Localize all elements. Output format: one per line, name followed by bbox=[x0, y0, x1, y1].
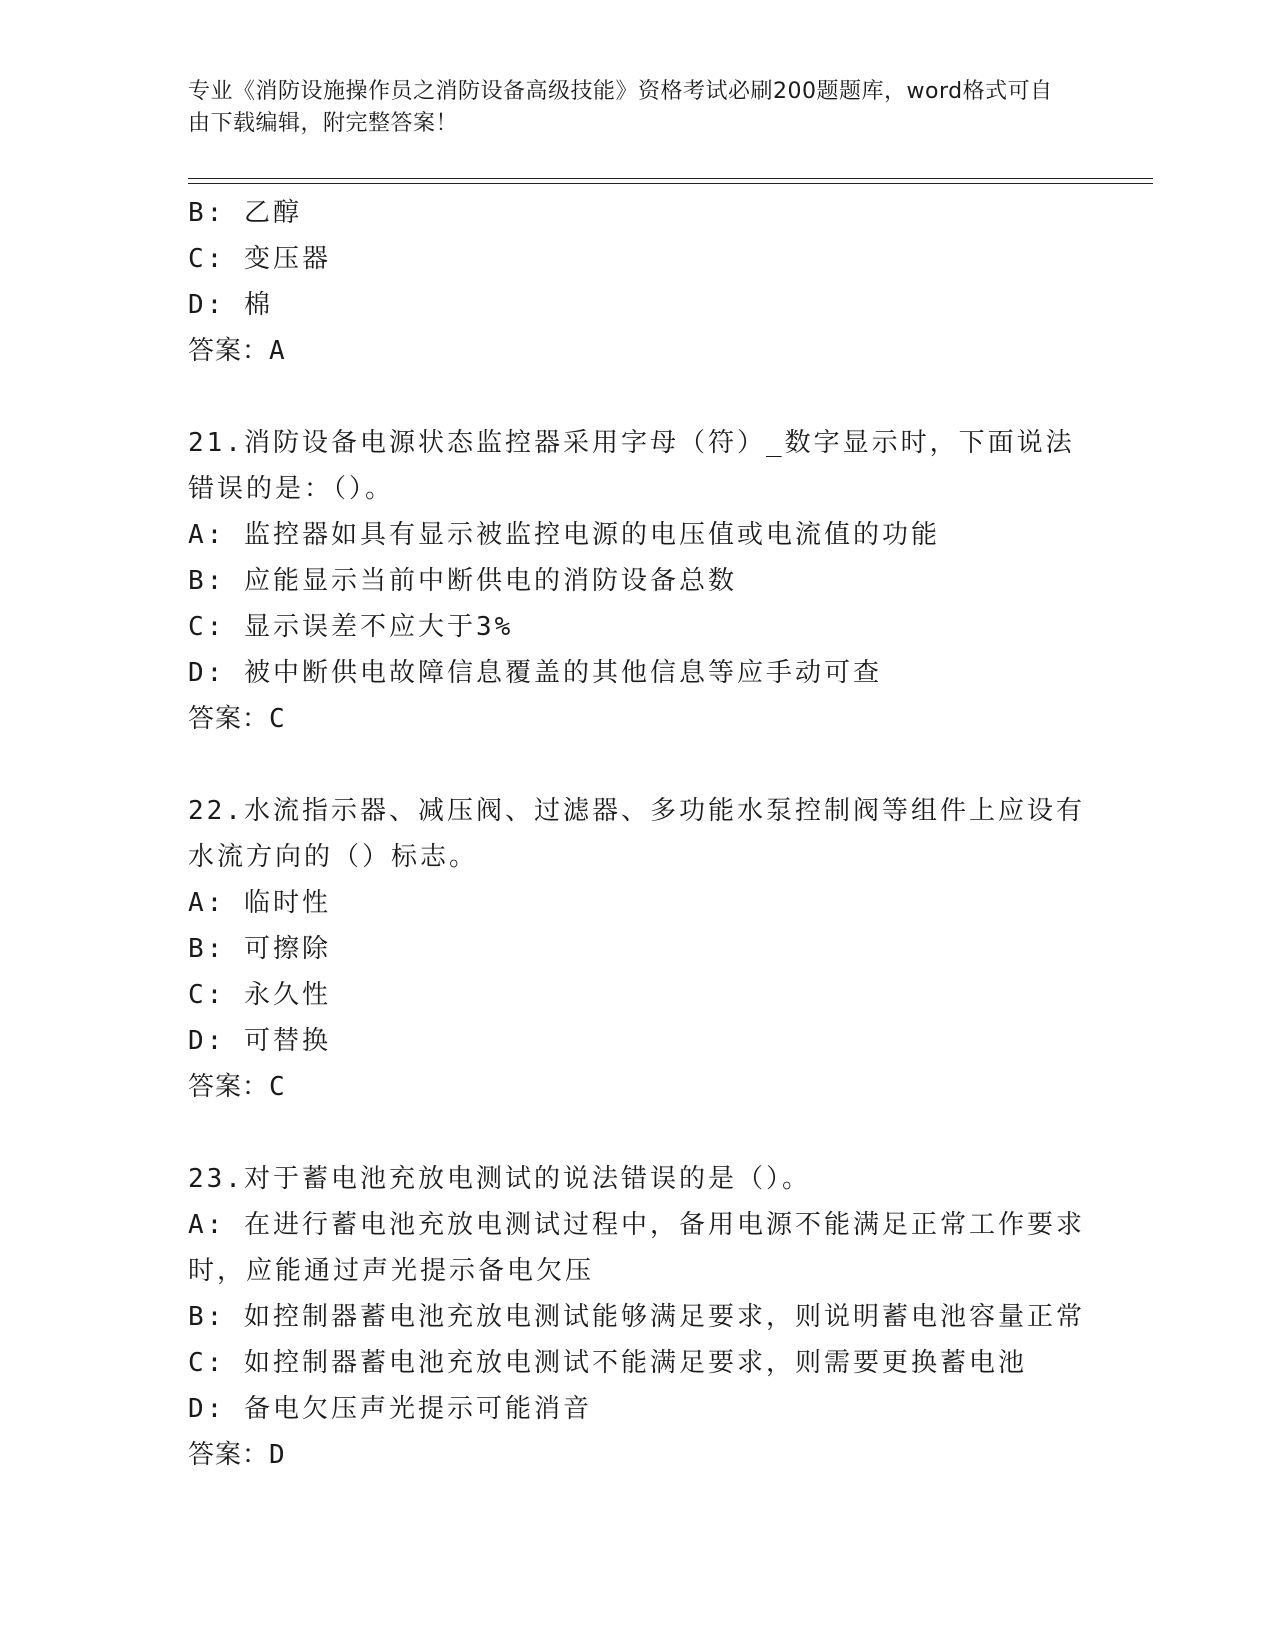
answer-line: 答案：C bbox=[188, 704, 286, 734]
question-number: 23. bbox=[188, 1164, 244, 1194]
question-block-prev bbox=[188, 190, 1088, 374]
option-b: B: 可擦除 bbox=[188, 934, 331, 964]
question-block-22 bbox=[188, 788, 1088, 1110]
question-text-continued: 水流方向的（）标志。 bbox=[188, 842, 479, 872]
question-text-continued: 错误的是：（）。 bbox=[188, 474, 395, 504]
option-a: A: 监控器如具有显示被监控电源的电压值或电流值的功能 bbox=[188, 520, 940, 550]
question-list bbox=[188, 190, 1088, 1478]
option-a: A: 临时性 bbox=[188, 888, 331, 918]
answer-line: 答案：A bbox=[188, 336, 286, 366]
header-divider-top bbox=[188, 178, 1153, 179]
option-a: A: 在进行蓄电池充放电测试过程中，备用电源不能满足正常工作要求 bbox=[188, 1210, 1085, 1240]
option-d: D: 备电欠压声光提示可能消音 bbox=[188, 1394, 592, 1424]
question-number: 22. bbox=[188, 796, 244, 826]
option-d: D: 可替换 bbox=[188, 1026, 331, 1056]
option-c: C: 永久性 bbox=[188, 980, 331, 1010]
option-c: C: 如控制器蓄电池充放电测试不能满足要求，则需要更换蓄电池 bbox=[188, 1348, 1027, 1378]
answer-line: 答案：D bbox=[188, 1440, 286, 1470]
option-c: C: 显示误差不应大于3% bbox=[188, 612, 514, 642]
option-a-continued: 时，应能通过声光提示备电欠压 bbox=[188, 1256, 595, 1286]
answer-value: C bbox=[269, 1072, 286, 1102]
option-b: B: 乙醇 bbox=[188, 198, 302, 228]
page-header bbox=[188, 76, 1068, 140]
option-b: B: 如控制器蓄电池充放电测试能够满足要求，则说明蓄电池容量正常 bbox=[188, 1302, 1085, 1332]
question-number: 21. bbox=[188, 428, 244, 458]
option-d: D: 被中断供电故障信息覆盖的其他信息等应手动可查 bbox=[188, 658, 882, 688]
answer-value: C bbox=[269, 704, 286, 734]
option-d: D: 棉 bbox=[188, 290, 273, 320]
option-b: B: 应能显示当前中断供电的消防设备总数 bbox=[188, 566, 737, 596]
answer-value: D bbox=[269, 1440, 286, 1470]
question-block-23 bbox=[188, 1156, 1088, 1478]
header-divider-bottom bbox=[188, 183, 1153, 184]
question-text: 22.水流指示器、减压阀、过滤器、多功能水泵控制阀等组件上应设有 bbox=[188, 796, 1085, 826]
answer-line: 答案：C bbox=[188, 1072, 286, 1102]
answer-value: A bbox=[269, 336, 286, 366]
question-block-21 bbox=[188, 420, 1088, 742]
header-text: 专业《消防设施操作员之消防设备高级技能》资格考试必刷200题题库，word格式可自由下载编辑，附完整答案！ bbox=[188, 79, 1053, 136]
question-text: 23.对于蓄电池充放电测试的说法错误的是（）。 bbox=[188, 1164, 811, 1194]
question-text: 21.消防设备电源状态监控器采用字母（符）_数字显示时，下面说法 bbox=[188, 428, 1075, 458]
option-c: C: 变压器 bbox=[188, 244, 331, 274]
